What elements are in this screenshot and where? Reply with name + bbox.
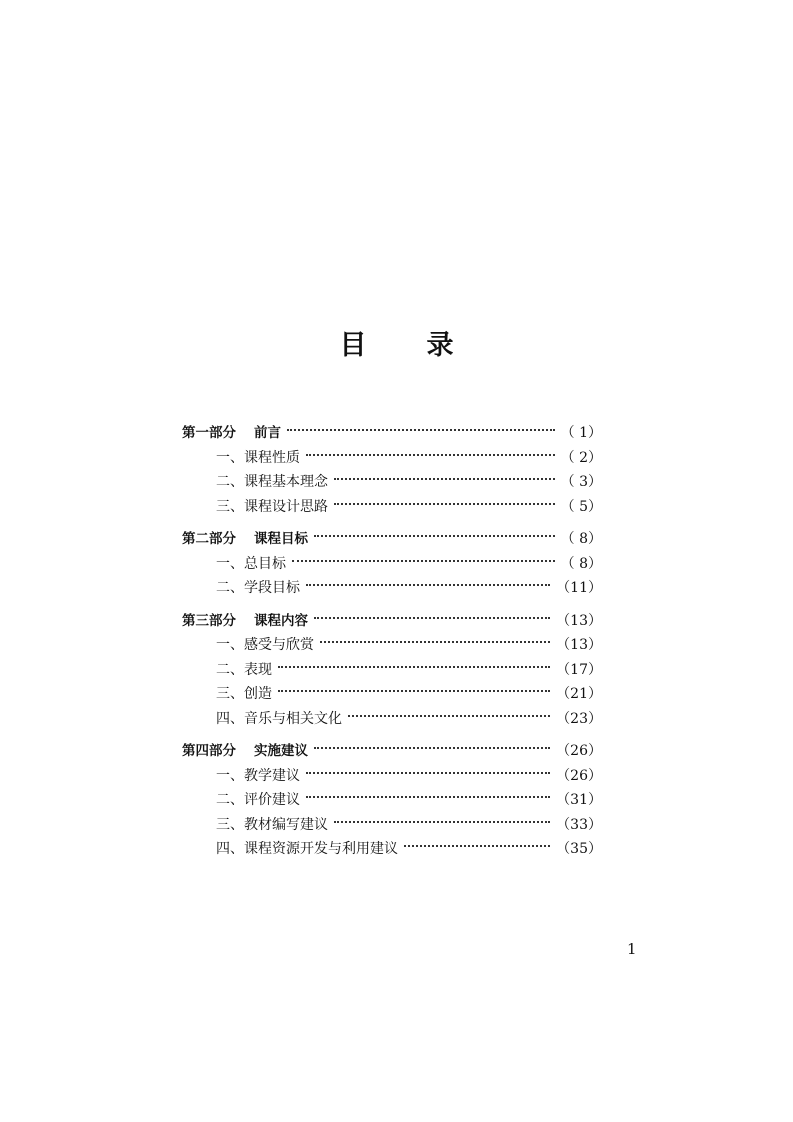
toc-page-ref: （ 1） (560, 425, 602, 441)
toc-part-title: 课程目标 (254, 531, 308, 547)
toc-page-ref: （31） (556, 792, 602, 808)
toc-entry-label: 三、课程设计思路 (216, 498, 328, 515)
toc-entry-label: 三、创造 (216, 686, 272, 702)
toc-leader-dots (292, 560, 555, 562)
toc-leader-dots (404, 845, 550, 847)
toc-page-ref: （26） (556, 767, 602, 784)
toc-page-ref: （11） (556, 580, 602, 596)
toc-part (182, 527, 602, 601)
toc-entry-label: 二、评价建议 (216, 792, 300, 808)
toc-page-ref: （21） (556, 686, 602, 702)
toc-part-title: 实施建议 (254, 743, 308, 759)
toc-leader-dots (314, 535, 555, 537)
toc-part-label-group (182, 527, 308, 552)
toc-entry-label: 四、音乐与相关文化 (216, 710, 342, 727)
toc-leader-dots (278, 690, 550, 692)
toc-part-heading[interactable] (182, 739, 602, 764)
toc-leader-dots (314, 747, 550, 749)
toc-entry[interactable] (182, 576, 602, 601)
toc-part (182, 739, 602, 862)
toc-page-ref: （ 8） (560, 555, 602, 572)
toc-part-heading[interactable] (182, 527, 602, 552)
page-title-char-1: 目 (339, 330, 367, 361)
toc-part-label-group (182, 739, 308, 764)
toc-entry[interactable] (182, 764, 602, 789)
toc-page-ref: （35） (556, 841, 602, 857)
toc-entry[interactable] (182, 682, 602, 707)
toc-entry[interactable] (182, 495, 602, 520)
toc-leader-dots (314, 617, 550, 619)
toc-part (182, 609, 602, 732)
toc-page-ref: （ 8） (560, 531, 602, 547)
toc-entry-label: 二、课程基本理念 (216, 474, 328, 490)
toc-leader-dots (278, 666, 550, 668)
toc-page-ref: （13） (556, 612, 602, 629)
toc-part-heading[interactable] (182, 421, 602, 446)
toc-entry[interactable] (182, 658, 602, 683)
toc-leader-dots (306, 584, 550, 586)
toc-leader-dots (306, 454, 555, 456)
table-of-contents (182, 421, 602, 870)
toc-leader-dots (348, 715, 550, 717)
toc-entry-label: 一、教学建议 (216, 767, 300, 784)
toc-page-ref: （33） (556, 816, 602, 833)
toc-entry-label: 四、课程资源开发与利用建议 (216, 841, 398, 857)
toc-page-ref: （13） (556, 637, 602, 653)
toc-part-heading[interactable] (182, 609, 602, 634)
toc-entry[interactable] (182, 633, 602, 658)
toc-part-label-group (182, 609, 308, 634)
toc-leader-dots (334, 821, 550, 823)
toc-entry-label: 三、教材编写建议 (216, 816, 328, 833)
toc-part-number: 第二部分 (182, 531, 236, 547)
toc-entry-label: 一、课程性质 (216, 449, 300, 466)
page-title (0, 328, 793, 364)
toc-part-number: 第三部分 (182, 612, 236, 629)
toc-part-label-group (182, 421, 281, 446)
toc-entry[interactable] (182, 813, 602, 838)
toc-page-ref: （ 5） (560, 498, 602, 515)
toc-entry[interactable] (182, 470, 602, 495)
toc-part (182, 421, 602, 519)
page-title-char-2: 录 (426, 330, 454, 361)
toc-entry[interactable] (182, 707, 602, 732)
toc-entry[interactable] (182, 552, 602, 577)
toc-page-ref: （ 2） (560, 449, 602, 466)
toc-part-title: 课程内容 (254, 612, 308, 629)
page-number: 1 (627, 940, 637, 958)
toc-leader-dots (320, 641, 550, 643)
toc-leader-dots (287, 429, 555, 431)
toc-page-ref: （ 3） (560, 474, 602, 490)
toc-leader-dots (306, 796, 550, 798)
toc-entry-label: 二、学段目标 (216, 580, 300, 596)
toc-entry[interactable] (182, 788, 602, 813)
toc-leader-dots (306, 772, 550, 774)
toc-part-number: 第一部分 (182, 425, 236, 441)
toc-entry[interactable] (182, 446, 602, 471)
toc-part-title: 前言 (254, 425, 281, 441)
toc-leader-dots (334, 503, 555, 505)
toc-entry-label: 二、表现 (216, 661, 272, 678)
toc-page-ref: （23） (556, 710, 602, 727)
toc-entry-label: 一、感受与欣赏 (216, 637, 314, 653)
toc-entry-label: 一、总目标 (216, 555, 286, 572)
toc-leader-dots (334, 478, 555, 480)
toc-page-ref: （17） (556, 661, 602, 678)
toc-page-ref: （26） (556, 743, 602, 759)
toc-entry[interactable] (182, 837, 602, 862)
toc-part-number: 第四部分 (182, 743, 236, 759)
